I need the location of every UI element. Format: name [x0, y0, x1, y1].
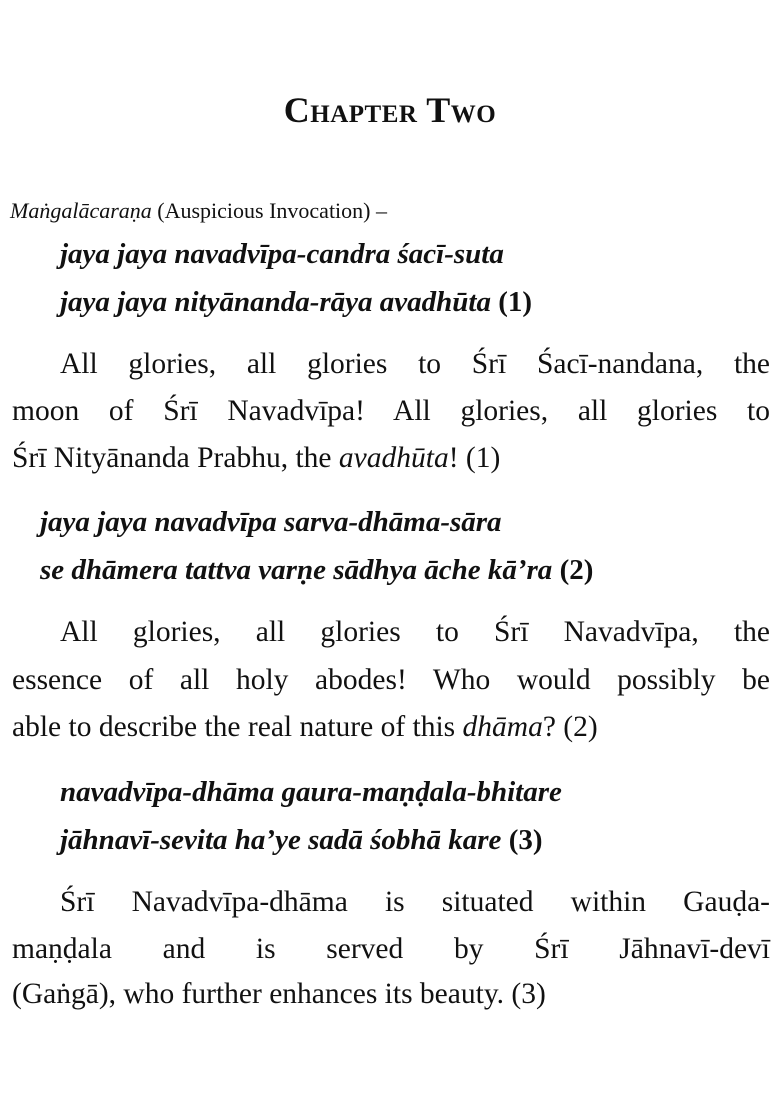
invocation-gloss: (Auspicious Invocation) –	[151, 198, 387, 223]
text-line: All glories, all glories to Śrī Navadvīpa, the	[60, 616, 770, 648]
verse-line: jaya jaya navadvīpa-candra śacī-suta	[60, 238, 504, 270]
verse-line: navadvīpa-dhāma gaura-maṇḍala-bhitare	[60, 776, 562, 808]
verse-line: jaya jaya navadvīpa sarva-dhāma-sāra	[40, 506, 502, 538]
text-line: All glories, all glories to Śrī Śacī-nandana, the	[60, 348, 770, 380]
text-line: moon of Śrī Navadvīpa! All glories, all glories to	[12, 395, 770, 427]
verse-number: (1)	[490, 286, 533, 318]
verse-text: se dhāmera tattva varṇe sādhya āche kā’ra	[40, 554, 553, 586]
text-line: essence of all holy abodes! Who would possibly be	[12, 664, 770, 696]
verse-line	[60, 826, 543, 855]
text-line: maṇḍala and is served by Śrī Jāhnavī-devī	[12, 933, 770, 965]
verse-line	[60, 288, 532, 317]
italic-term: avadhūta	[338, 442, 449, 474]
italic-term: dhāma	[462, 711, 543, 743]
verse-text: jāhnavī-sevita ha’ye sadā śobhā kare	[60, 824, 502, 856]
text-line: Śrī Navadvīpa-dhāma is situated within Gauḍa-	[60, 886, 770, 918]
text-span: ? (2)	[542, 711, 598, 743]
verse-line	[40, 556, 593, 585]
text-span: Śrī Nityānanda Prabhu, the	[12, 442, 339, 474]
invocation-term: Maṅgalācaraṇa	[10, 198, 152, 223]
chapter-title: Chapter Two	[283, 90, 497, 130]
text-span: ! (1)	[448, 442, 501, 474]
verse-number: (2)	[552, 554, 594, 586]
text-span: able to describe the real nature of this	[12, 711, 463, 743]
invocation-heading	[10, 200, 387, 222]
text-line	[12, 713, 598, 743]
text-line	[12, 444, 500, 474]
text-line: (Gaṅgā), who further enhances its beauty. (3)	[12, 978, 546, 1010]
verse-text: jaya jaya nityānanda-rāya avadhūta	[60, 286, 491, 318]
verse-number: (3)	[501, 824, 543, 856]
